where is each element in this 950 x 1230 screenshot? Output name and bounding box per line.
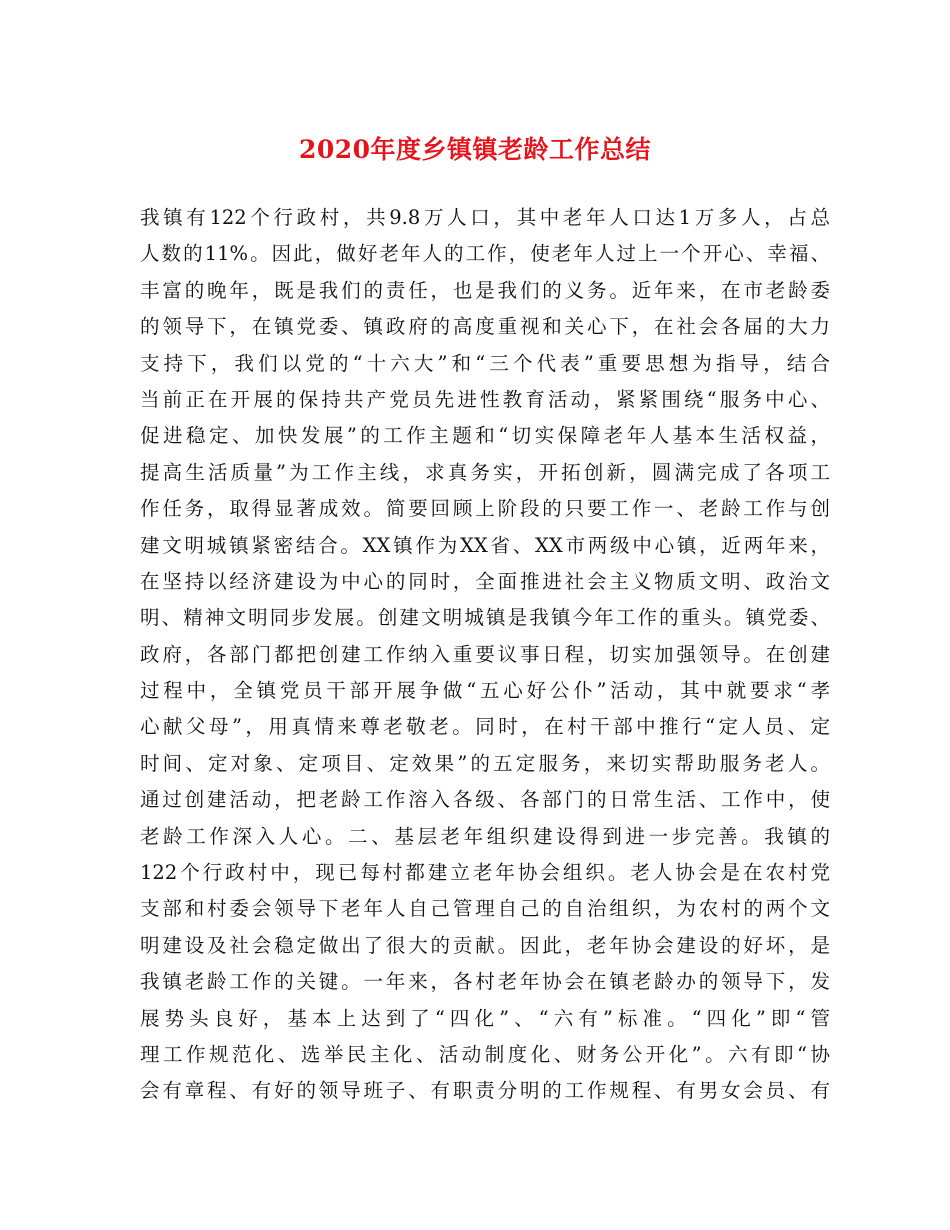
body-line: 人数的11%。因此，做好老年人的工作，使老年人过上一个开心、幸福、 xyxy=(140,242,830,266)
body-line: 理工作规范化、选举民主化、活动制度化、财务公开化”。六有即“协 xyxy=(140,1042,830,1066)
body-line: 提高生活质量”为工作主线，求真务实，开拓创新，圆满完成了各项工 xyxy=(140,460,830,484)
body-line: 老龄工作深入人心。二、基层老年组织建设得到进一步完善。我镇的 xyxy=(140,824,830,848)
body-line: 政府，各部门都把创建工作纳入重要议事日程，切实加强领导。在创建 xyxy=(140,642,830,666)
body-line: 会有章程、有好的领导班子、有职责分明的工作规程、有男女会员、有 xyxy=(140,1079,830,1103)
body-line: 的领导下，在镇党委、镇政府的高度重视和关心下，在社会各届的大力 xyxy=(140,315,830,339)
body-line: 过程中，全镇党员干部开展争做“五心好公仆”活动，其中就要求“孝 xyxy=(140,679,830,703)
body-line: 通过创建活动，把老龄工作溶入各级、各部门的日常生活、工作中，使 xyxy=(140,788,830,812)
body-line: 122个行政村中，现已每村都建立老年协会组织。老人协会是在农村党 xyxy=(140,861,830,885)
body-line: 我镇有122个行政村，共9.8万人口，其中老年人口达1万多人，占总 xyxy=(140,206,830,229)
body-line: 支部和村委会领导下老年人自己管理自己的自治组织，为农村的两个文 xyxy=(140,897,830,921)
body-line: 明、精神文明同步发展。创建文明城镇是我镇今年工作的重头。镇党委、 xyxy=(140,606,830,630)
body-line: 当前正在开展的保持共产党员先进性教育活动，紧紧围绕“服务中心、 xyxy=(140,387,830,411)
body-line: 促进稳定、加快发展”的工作主题和“切实保障老年人基本生活权益， xyxy=(140,424,830,448)
document-body xyxy=(140,200,830,1110)
body-line: 时间、定对象、定项目、定效果”的五定服务，来切实帮助服务老人。 xyxy=(140,751,830,775)
body-line: 作任务，取得显著成效。简要回顾上阶段的只要工作一、老龄工作与创 xyxy=(140,497,830,521)
body-line: 在坚持以经济建设为中心的同时，全面推进社会主义物质文明、政治文 xyxy=(140,569,830,593)
body-line: 建文明城镇紧密结合。XX镇作为XX省、XX市两级中心镇，近两年来， xyxy=(140,533,830,557)
body-line: 展势头良好，基本上达到了“四化”、“六有”标准。“四化”即“管 xyxy=(140,1006,830,1030)
document-title: 2020年度乡镇镇老龄工作总结 xyxy=(298,135,652,164)
body-line: 支持下，我们以党的“十六大”和“三个代表”重要思想为指导，结合 xyxy=(140,351,830,375)
body-line: 我镇老龄工作的关键。一年来，各村老年协会在镇老龄办的领导下，发 xyxy=(140,970,830,994)
body-line: 明建设及社会稳定做出了很大的贡献。因此，老年协会建设的好坏，是 xyxy=(140,933,830,957)
body-line: 心献父母”，用真情来尊老敬老。同时，在村干部中推行“定人员、定 xyxy=(140,715,830,739)
body-line: 丰富的晚年，既是我们的责任，也是我们的义务。近年来，在市老龄委 xyxy=(140,278,830,302)
